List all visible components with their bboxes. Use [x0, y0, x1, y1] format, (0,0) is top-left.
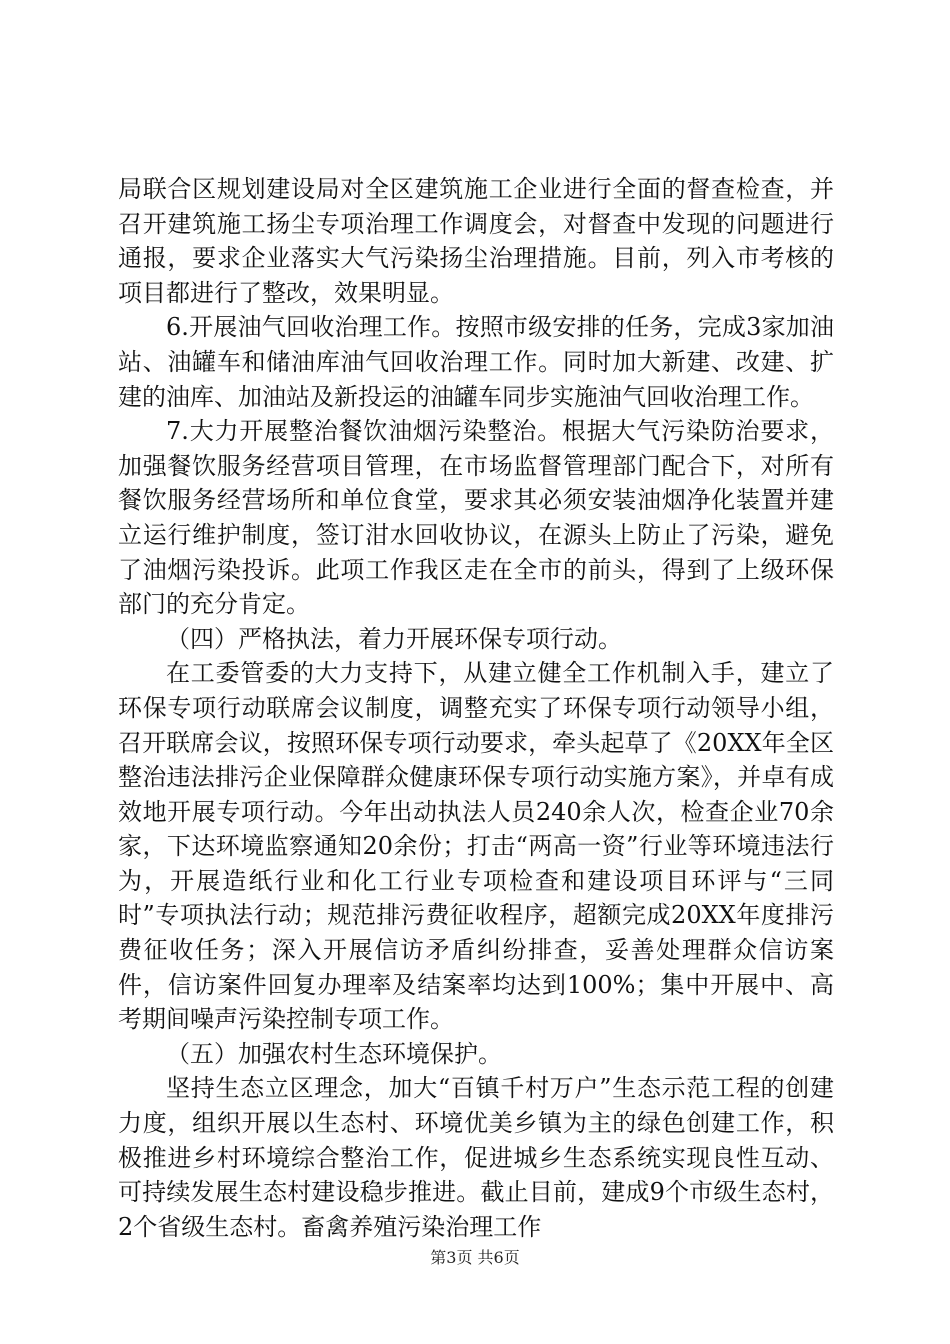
paragraph-item-7: 7.大力开展整治餐饮油烟污染整治。根据大气污染防治要求，加强餐饮服务经营项目管理，在市场监督管理部门配合下，对所有餐饮服务经营场所和单位食堂，要求其必须安装油烟净化装置并建立运行维护制度，签订泔水回收协议，在源头上防止了污染，避免了油烟污染投诉。此项工作我区走在全市的前头，得到了上级环保部门的充分肯定。 [118, 417, 834, 619]
paragraph-item-6: 6.开展油气回收治理工作。按照市级安排的任务，完成3家加油站、油罐车和储油库油气回收治理工作。同时加大新建、改建、扩建的油库、加油站及新投运的油罐车同步实施油气回收治理工作。 [118, 313, 834, 411]
document-body [118, 172, 834, 1244]
paragraph-continuation: 局联合区规划建设局对全区建筑施工企业进行全面的督查检查，并召开建筑施工扬尘专项治理工作调度会，对督查中发现的问题进行通报，要求企业落实大气污染扬尘治理措施。目前，列入市考核的项目都进行了整改，效果明显。 [118, 175, 834, 307]
section-heading-5: （五）加强农村生态环境保护。 [166, 1039, 502, 1068]
paragraph-enforcement: 在工委管委的大力支持下，从建立健全工作机制入手，建立了环保专项行动联席会议制度，调整充实了环保专项行动领导小组，召开联席会议，按照环保专项行动要求，牵头起草了《20XX年全区整治违法排污企业保障群众健康环保专项行动实施方案》，并卓有成效地开展专项行动。今年出动执法人员240余人次，检查企业70余家，下达环境监察通知20余份；打击“两高一资”行业等环境违法行为，开展造纸行业和化工行业专项检查和建设项目环评与“三同时”专项执法行动；规范排污费征收程序，超额完成20XX年度排污费征收任务；深入开展信访矛盾纠纷排查，妥善处理群众信访案件，信访案件回复办理率及结案率均达到100%；集中开展中、高考期间噪声污染控制专项工作。 [118, 659, 834, 1034]
section-heading-4: （四）严格执法，着力开展环保专项行动。 [166, 624, 622, 653]
page-footer: 第3页 共6页 [430, 1248, 520, 1267]
paragraph-rural-ecology: 坚持生态立区理念，加大“百镇千村万户”生态示范工程的创建力度，组织开展以生态村、环境优美乡镇为主的绿色创建工作，积极推进乡村环境综合整治工作，促进城乡生态系统实现良性互动、可持续发展生态村建设稳步推进。截止目前，建成9个市级生态村，2个省级生态村。畜禽养殖污染治理工作 [118, 1074, 834, 1241]
